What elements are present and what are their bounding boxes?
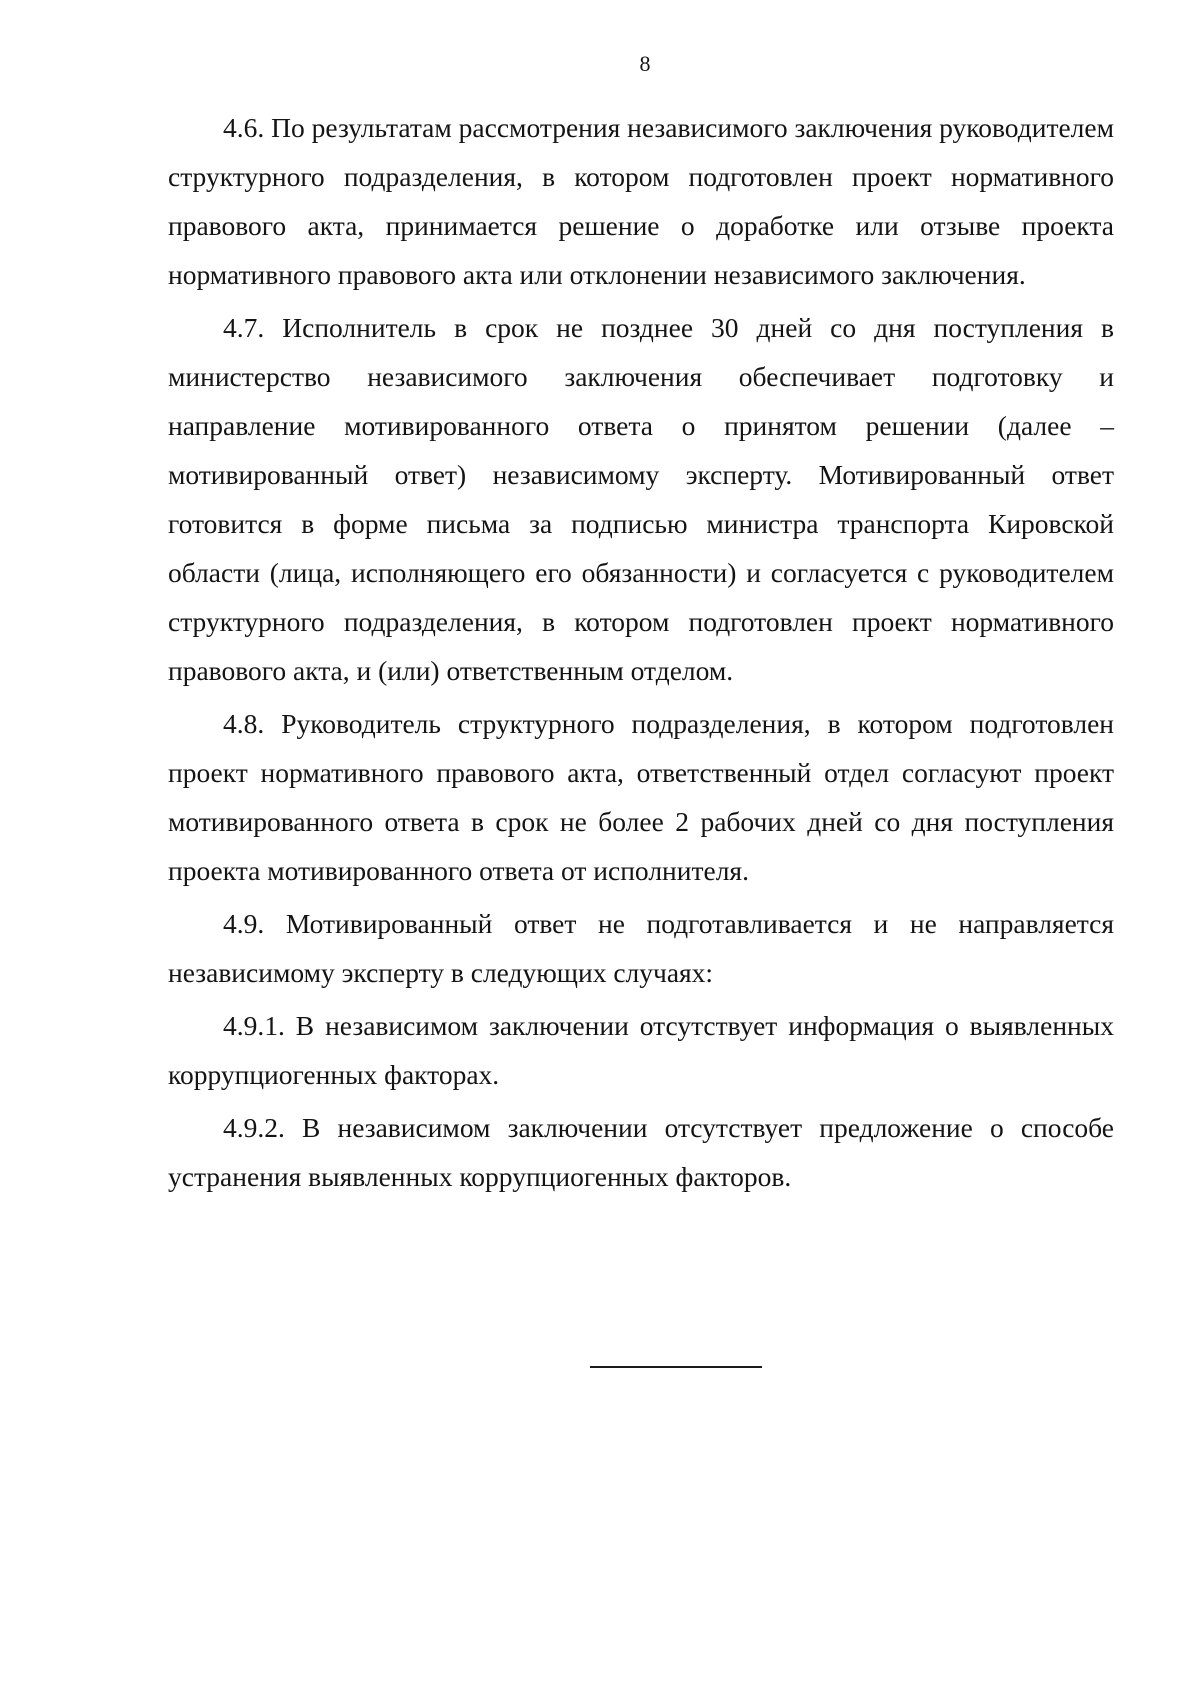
- paragraph-4-6: 4.6. По результатам рассмотрения независимого заключения руководителем структурного подразделения, в котором подготовлен проект нормативного правового акта, принимается решение о доработке или отзыве проекта нормативного правового акта или отклонении независимого заключения.: [168, 112, 1114, 290]
- page-number: 8: [639, 51, 651, 76]
- document-body: [168, 103, 1114, 1205]
- paragraph-4-9-1: 4.9.1. В независимом заключении отсутствует информация о выявленных коррупциогенных факторах.: [168, 1010, 1114, 1090]
- closing-divider: [590, 1366, 762, 1368]
- paragraph-4-9-2: 4.9.2. В независимом заключении отсутствует предложение о способе устранения выявленных коррупциогенных факторов.: [168, 1112, 1114, 1192]
- paragraph-4-8: 4.8. Руководитель структурного подразделения, в котором подготовлен проект нормативного правового акта, ответственный отдел согласуют проект мотивированного ответа в срок не более 2 рабочих дней со дня поступления проекта мотивированного ответа от исполнителя.: [168, 708, 1114, 886]
- paragraph-4-7: 4.7. Исполнитель в срок не позднее 30 дней со дня поступления в министерство независимого заключения обеспечивает подготовку и направление мотивированного ответа о принятом решении (далее – мотивированный ответ) независимому эксперту. Мотивированный ответ готовится в форме письма за подписью министра транспорта Кировской области (лица, исполняющего его обязанности) и согласуется с руководителем структурного подразделения, в котором подготовлен проект нормативного правового акта, и (или) ответственным отделом.: [168, 312, 1114, 686]
- paragraph-4-9: 4.9. Мотивированный ответ не подготавливается и не направляется независимому эксперту в следующих случаях:: [168, 908, 1114, 988]
